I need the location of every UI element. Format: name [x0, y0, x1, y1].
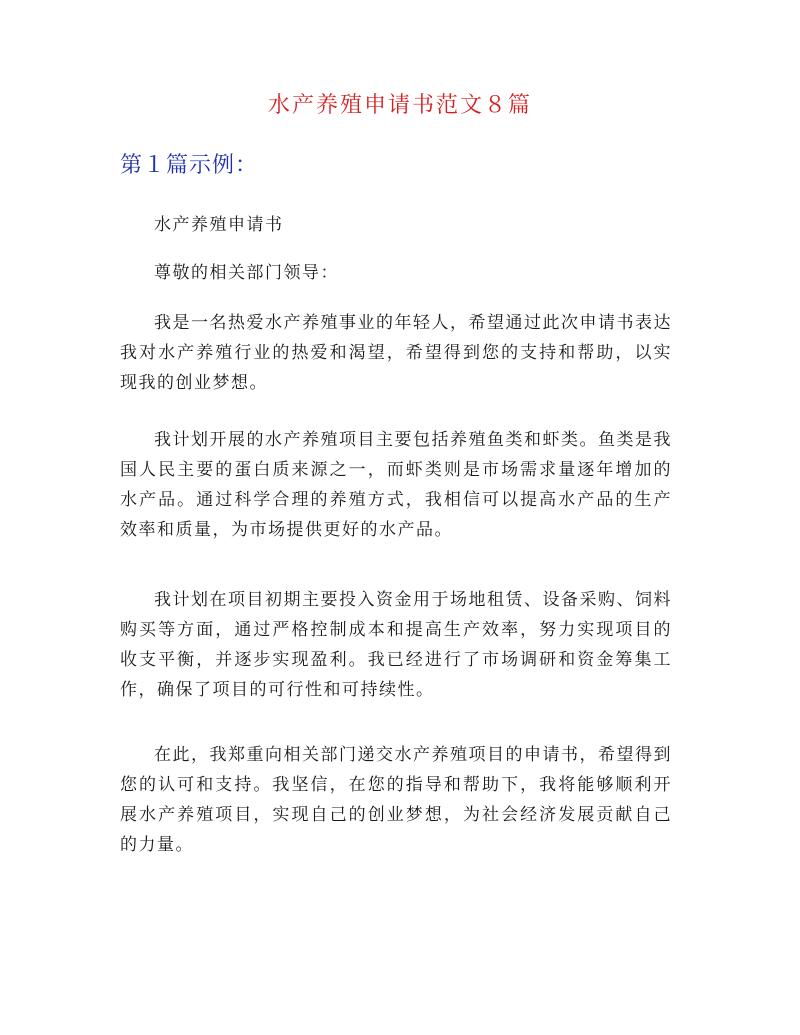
paragraph-intro: 我是一名热爱水产养殖事业的年轻人，希望通过此次申请书表达我对水产养殖行业的热爱和渴望，希望得到您的支持和帮助，以实现我的创业梦想。	[120, 313, 672, 393]
letter-heading: 水产养殖申请书	[154, 215, 284, 235]
salutation: 尊敬的相关部门领导：	[154, 263, 339, 283]
document-title: 水产养殖申请书范文８篇	[267, 93, 532, 118]
paragraph-funding-plan: 我计划在项目初期主要投入资金用于场地租赁、设备采购、饲料购买等方面，通过严格控制成本和提高生产效率，努力实现项目的收支平衡，并逐步实现盈利。我已经进行了市场调研和资金筹集工作，确保了项目的可行性和可持续性。	[120, 590, 672, 700]
section-heading: 第１篇示例：	[120, 153, 259, 178]
paragraph-project-plan: 我计划开展的水产养殖项目主要包括养殖鱼类和虾类。鱼类是我国人民主要的蛋白质来源之一，而虾类则是市场需求量逐年增加的水产品。通过科学合理的养殖方式，我相信可以提高水产品的生产效率和质量，为市场提供更好的水产品。	[120, 430, 672, 540]
paragraph-closing: 在此，我郑重向相关部门递交水产养殖项目的申请书，希望得到您的认可和支持。我坚信，在您的指导和帮助下，我将能够顺利开展水产养殖项目，实现自己的创业梦想，为社会经济发展贡献自己的力量。	[120, 745, 672, 855]
